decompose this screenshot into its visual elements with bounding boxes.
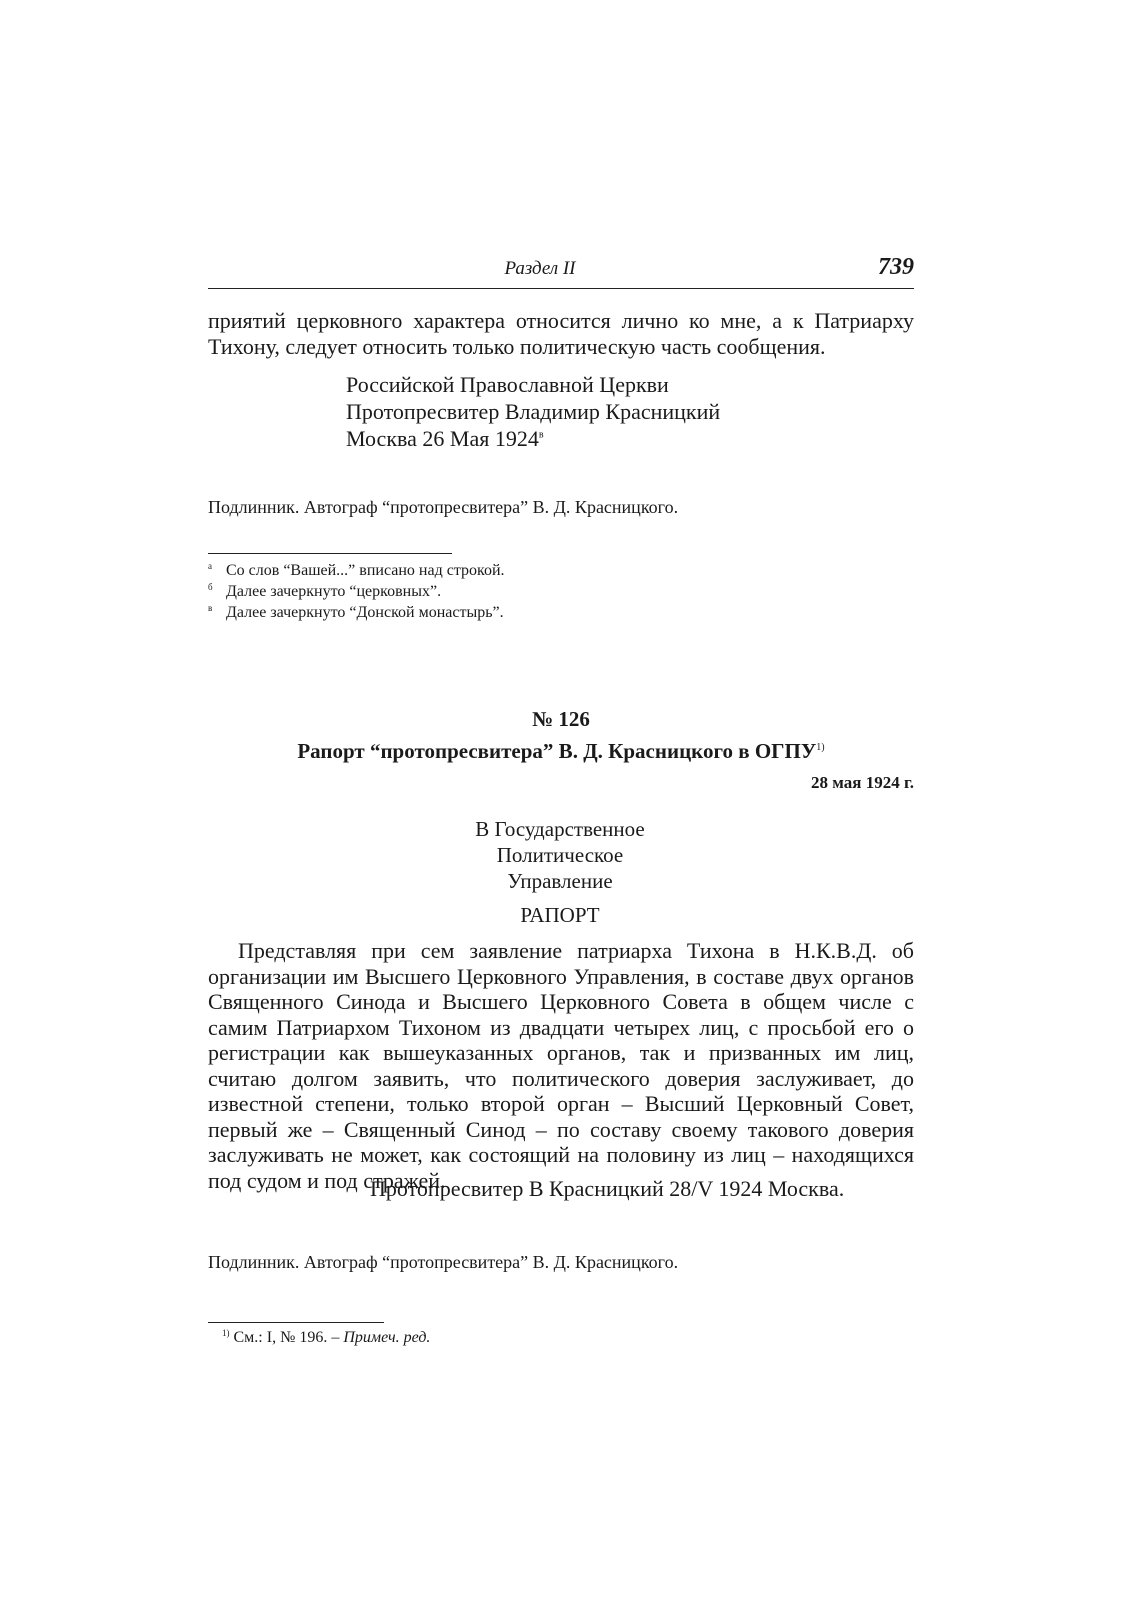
document-title-text: Рапорт “протопресвитера” В. Д. Красницкого в ОГПУ <box>297 739 817 763</box>
source-note: Подлинник. Автограф “протопресвитера” В. Д. Красницкого. <box>208 1252 679 1272</box>
report-body: Представляя при сем заявление патриарха Тихона в Н.К.В.Д. об организации им Высшего Церковного Управления, в составе двух органов Священного Синода и Высшего Церковного Совета в общем числе с самим Патриархом Тихоном из двадцати четырех лиц, с просьбой его о регистрации как вышеуказанных органов, так и призванных им лиц, считаю долгом заявить, что политического доверия заслуживает, до известной степени, только второй орган – Высший Церковный Совет, первый же – Священный Синод – по составу своему такового доверия заслуживать не может, как состоящий на половину из лиц – находящихся под судом и под стражей. <box>208 938 914 1193</box>
editor-footnote <box>222 1327 722 1348</box>
title-footnote-reference: 1) <box>816 742 825 753</box>
document-title <box>208 739 914 764</box>
document-number: № 126 <box>532 707 590 731</box>
signature-place-date: Москва 26 Мая 1924 <box>346 426 539 451</box>
footnote-reference: в <box>538 429 544 441</box>
footnote-item <box>208 602 914 623</box>
running-header-section: Раздел II <box>504 258 576 279</box>
footnote-text: Далее зачеркнуто “церковных”. <box>226 583 442 600</box>
footnote-mark: 1) <box>222 1327 230 1338</box>
previous-signature-block <box>346 371 846 452</box>
report-heading: РАПОРТ <box>520 903 600 927</box>
footnote-text: Со слов “Вашей...” вписано над строкой. <box>226 562 505 579</box>
addressee-block <box>420 816 700 894</box>
report-signature: Протопресвитер В Красницкий 28/V 1924 Москва. <box>370 1176 845 1201</box>
addressee-line: Управление <box>507 869 613 893</box>
signature-line: Протопресвитер Владимир Красницкий <box>346 399 721 424</box>
document-date: 28 мая 1924 г. <box>811 773 914 792</box>
addressee-line: Политическое <box>496 843 624 867</box>
footnote-mark: в <box>208 603 213 613</box>
signature-line: Российской Православной Церкви <box>346 372 669 397</box>
footnote-mark: б <box>208 582 213 592</box>
addressee-line: В Государственное <box>475 817 645 841</box>
editor-note: Примеч. ред. <box>343 1329 431 1346</box>
footnotes-list <box>208 560 914 623</box>
footnote-item <box>208 560 914 581</box>
source-note: Подлинник. Автограф “протопресвитера” В. Д. Красницкого. <box>208 497 679 517</box>
footnote-mark: а <box>208 561 212 571</box>
header-rule <box>208 288 914 289</box>
signature-line <box>346 425 846 452</box>
footnote-text: См.: I, № 196. – <box>233 1329 340 1346</box>
footnote-rule <box>208 553 452 554</box>
footnote-rule <box>208 1322 384 1323</box>
footnote-text: Далее зачеркнуто “Донской монастырь”. <box>226 604 504 621</box>
page-number: 739 <box>878 254 914 280</box>
continuation-paragraph: приятий церковного характера относится лично ко мне, а к Патриарху Тихону, следует относить только политическую часть сообщения. <box>208 308 914 359</box>
footnote-item <box>208 581 914 602</box>
